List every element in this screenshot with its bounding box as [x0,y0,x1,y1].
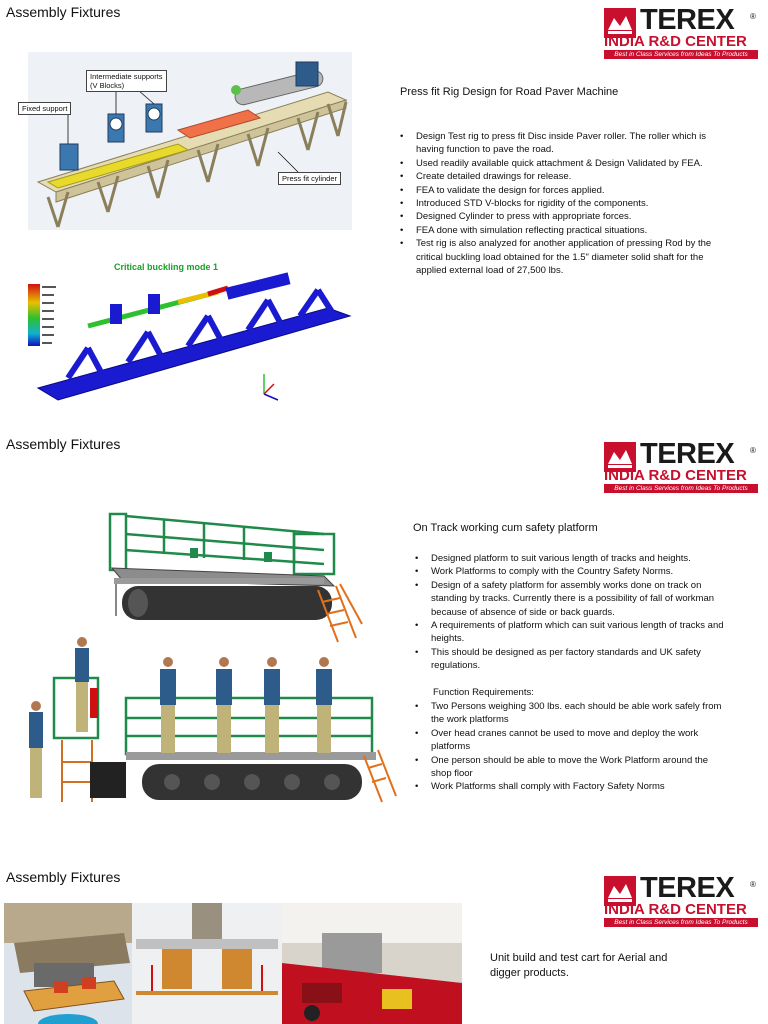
bullet-item: • Design of a safety platform for assembly works done on track on standing by tracks. Currently there is a possibility of fall of workman because of absence of side or back guards. [413,579,731,619]
bullet-item: • Work Platforms to comply with the Country Safety Norms. [413,565,731,578]
bullet-item: • FEA to validate the design for forces applied. [398,184,714,197]
terex-logo [604,872,760,928]
bullet-item: • Test rig is also analyzed for another application of pressing Rod by the critical buckling load obtained for the 1.5" diameter solid shaft for the applied external load of 27,500 lbs. [398,237,714,277]
slide-2-title: Assembly Fixtures [6,436,121,452]
bullet-item: • FEA done with simulation reflecting practical situations. [398,224,714,237]
logo-word: TEREX [640,4,735,36]
callout-fixed-support: Fixed support [18,102,71,115]
bullet-item: • Designed Cylinder to press with appropriate forces. [398,210,714,223]
slide-3-title: Assembly Fixtures [6,869,121,885]
bullet-item: • Introduced STD V-blocks for rigidity of the components. [398,197,714,210]
logo-sub: INDIA R&D CENTER [604,33,747,50]
track-platform-top-figure [104,506,368,650]
bullet-item: • Used readily available quick attachment & Design Validated by FEA. [398,157,714,170]
bullet-item: • This should be designed as per factory standards and UK safety regulations. [413,646,731,673]
slide-1-heading: Press fit Rig Design for Road Paver Machine [400,86,619,98]
bullet-item: • A requirements of platform which can suit various length of tracks and heights. [413,619,731,646]
logo-sub: INDIA R&D CENTER [604,467,747,484]
requirement-item: • Work Platforms shall comply with Factory Safety Norms [413,780,731,793]
fea-mode-label: Critical buckling mode 1 [114,262,219,272]
requirement-item: • One person should be able to move the Work Platform around the shop floor [413,754,731,781]
callout-intermediate-supports: Intermediate supports (V Blocks) [86,70,167,92]
callout-press-fit-cylinder: Press fit cylinder [278,172,341,185]
terex-logo [604,4,760,60]
slide-2-bullets [413,552,731,673]
requirement-item: • Over head cranes cannot be used to move and deploy the work platforms [413,727,731,754]
worker-figure [29,701,43,798]
slide-1-title: Assembly Fixtures [6,4,121,20]
logo-tag: Best in Class Services from Ideas To Products [604,484,758,493]
cart-cad-figure-1 [4,903,132,1024]
logo-tag: Best in Class Services from Ideas To Products [604,918,758,927]
cart-cad-figure-2 [132,903,282,1024]
bullet-item: • Designed platform to suit various length of tracks and heights. [413,552,731,565]
logo-reg: ® [750,880,756,889]
terex-logo [604,438,760,494]
slide-2-heading: On Track working cum safety platform [413,522,598,534]
bullet-item: • Create detailed drawings for release. [398,170,714,183]
slide-3-heading: Unit build and test cart for Aerial and digger products. [490,952,668,979]
track-platform-people-figure [22,632,412,808]
logo-word: TEREX [640,872,735,904]
slide-1-bullets [398,130,714,277]
logo-sub: INDIA R&D CENTER [604,901,747,918]
requirements-list [413,700,731,794]
fea-buckling-figure [28,256,358,406]
logo-reg: ® [750,12,756,21]
requirement-item: • Two Persons weighing 300 lbs. each should be able work safely from the work platforms [413,700,731,727]
logo-word: TEREX [640,438,735,470]
logo-tag: Best in Class Services from Ideas To Products [604,50,758,59]
press-fit-rig-cad-figure [28,52,352,230]
requirements-heading: Function Requirements: [433,687,534,698]
bullet-item: • Design Test rig to press fit Disc inside Paver roller. The roller which is having function to pave the road. [398,130,714,157]
cart-photo-figure [282,903,462,1024]
logo-reg: ® [750,446,756,455]
